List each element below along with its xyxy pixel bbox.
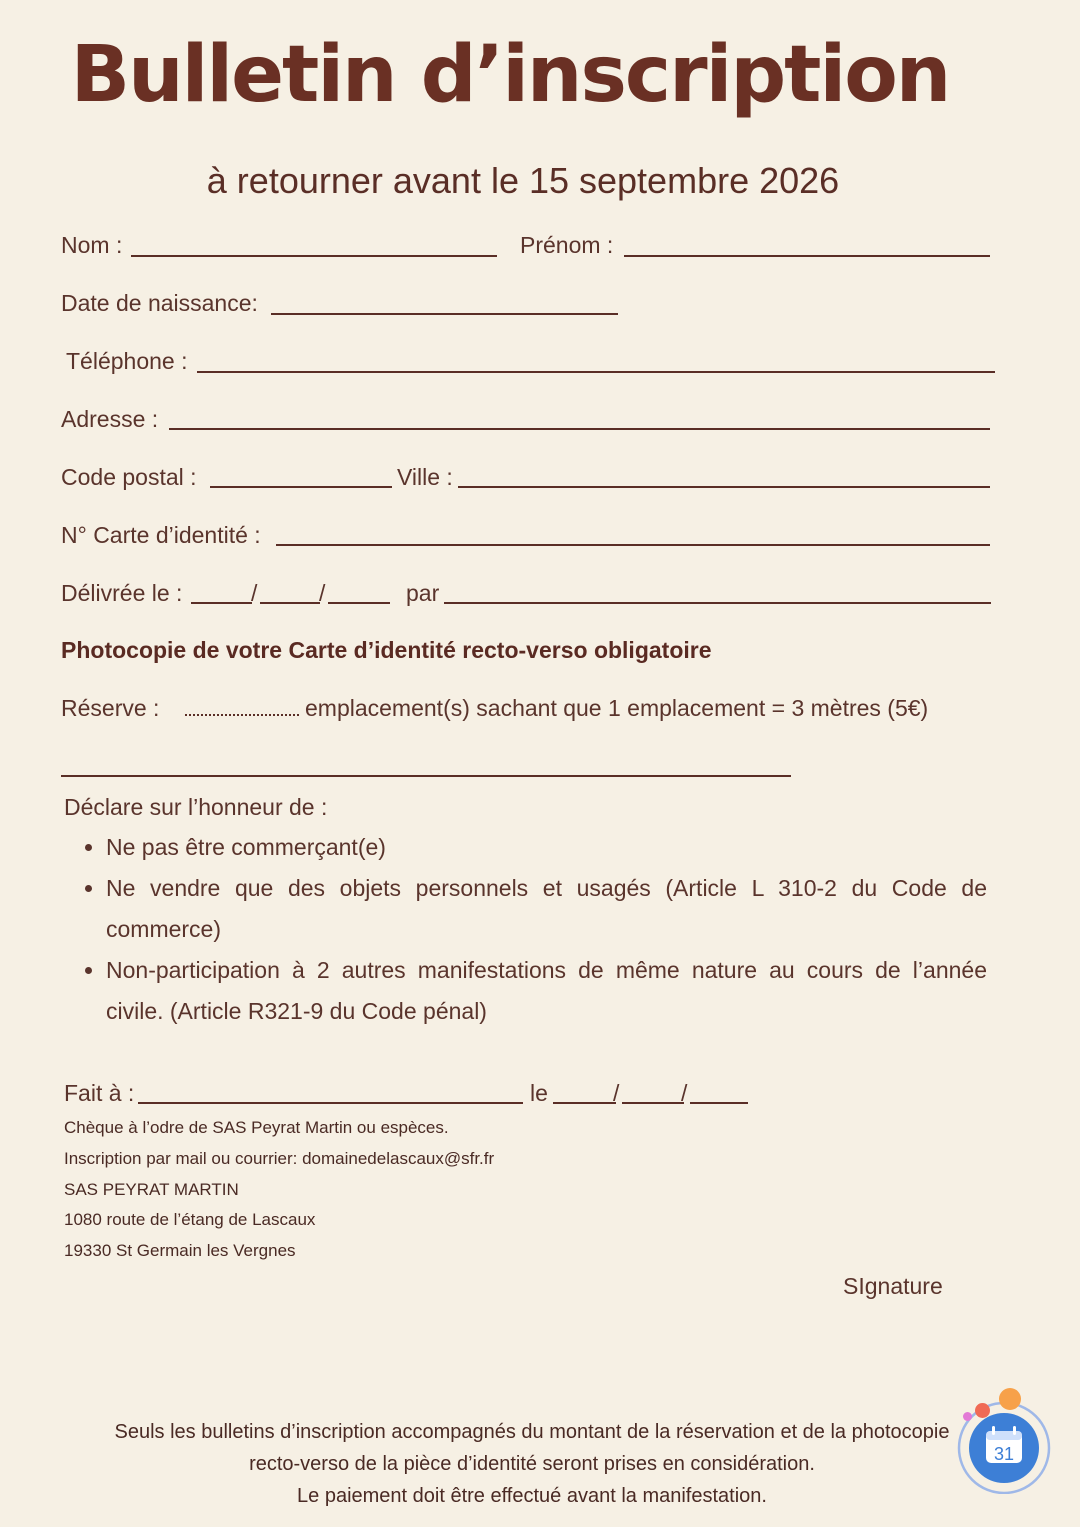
reserve-label: Réserve : xyxy=(61,695,160,721)
code-postal-field[interactable] xyxy=(210,486,392,488)
delivree-day-field[interactable] xyxy=(191,602,252,604)
decor-dot xyxy=(963,1412,972,1421)
declaration-list xyxy=(61,827,987,1032)
photocopie-notice: Photocopie de votre Carte d’identité recto-verso obligatoire xyxy=(61,637,712,663)
nom-label: Nom : xyxy=(61,232,123,258)
decor-dot xyxy=(975,1403,990,1418)
par-label: par xyxy=(406,580,440,606)
fait-month-field[interactable] xyxy=(622,1102,684,1104)
declaration-item: • Ne vendre que des objets personnels et usagés (Article L 310-2 du Code de commerce) xyxy=(106,868,987,950)
signature-label: SIgnature xyxy=(843,1273,943,1299)
ville-label: Ville : xyxy=(397,464,453,490)
ville-field[interactable] xyxy=(458,486,990,488)
page-title: Bulletin d’inscription xyxy=(70,30,950,120)
adresse-field[interactable] xyxy=(169,428,990,430)
telephone-label: Téléphone : xyxy=(66,348,188,374)
delivree-month-field[interactable] xyxy=(260,602,320,604)
page-subtitle: à retourner avant le 15 septembre 2026 xyxy=(206,160,840,201)
date-naissance-field[interactable] xyxy=(271,313,618,315)
company-name: SAS PEYRAT MARTIN xyxy=(64,1180,239,1199)
footer-notice xyxy=(0,1416,1064,1512)
fait-year-field[interactable] xyxy=(690,1102,748,1104)
prenom-label: Prénom : xyxy=(520,232,614,258)
fait-a-field[interactable] xyxy=(138,1102,523,1104)
payment-info: Chèque à l’odre de SAS Peyrat Martin ou espèces. xyxy=(64,1118,449,1137)
nom-field[interactable] xyxy=(131,255,497,257)
footer-line: Seuls les bulletins d’inscription accompagnés du montant de la réservation et de la photocopie xyxy=(114,1421,950,1443)
delivree-year-field[interactable] xyxy=(328,602,390,604)
reserve-count-field[interactable] xyxy=(185,714,299,716)
carte-identite-label: N° Carte d’identité : xyxy=(61,522,261,548)
declaration-item: • Non-participation à 2 autres manifestations de même nature au cours de l’année civile. (Article R321-9 du Code pénal) xyxy=(106,950,987,1032)
calendar-badge[interactable] xyxy=(956,1398,1052,1494)
carte-identite-field[interactable] xyxy=(276,544,990,546)
footer-line: recto-verso de la pièce d’identité seront prises en considération. xyxy=(249,1453,815,1475)
date-naissance-label: Date de naissance: xyxy=(61,290,258,316)
le-label: le xyxy=(530,1080,548,1106)
prenom-field[interactable] xyxy=(624,255,990,257)
section-divider xyxy=(61,775,791,777)
declaration-heading: Déclare sur l’honneur de : xyxy=(64,794,328,820)
address-line: 1080 route de l’étang de Lascaux xyxy=(64,1210,316,1229)
calendar-day: 31 xyxy=(993,1444,1015,1464)
address-line: 19330 St Germain les Vergnes xyxy=(64,1241,296,1260)
decor-dot xyxy=(999,1388,1021,1410)
date-separator: / xyxy=(319,580,326,606)
delivree-label: Délivrée le : xyxy=(61,580,183,606)
adresse-label: Adresse : xyxy=(61,406,159,432)
code-postal-label: Code postal : xyxy=(61,464,197,490)
declaration-item: • Ne pas être commerçant(e) xyxy=(106,827,987,868)
telephone-field[interactable] xyxy=(197,371,995,373)
date-separator: / xyxy=(251,580,258,606)
contact-email: Inscription par mail ou courrier: domainedelascaux@sfr.fr xyxy=(64,1149,495,1168)
footer-line: Le paiement doit être effectué avant la manifestation. xyxy=(297,1485,767,1507)
date-separator: / xyxy=(613,1080,620,1106)
reserve-text: emplacement(s) sachant que 1 emplacement = 3 mètres (5€) xyxy=(305,695,929,721)
fait-a-label: Fait à : xyxy=(64,1080,135,1106)
fait-day-field[interactable] xyxy=(553,1102,616,1104)
par-field[interactable] xyxy=(444,602,991,604)
date-separator: / xyxy=(681,1080,688,1106)
